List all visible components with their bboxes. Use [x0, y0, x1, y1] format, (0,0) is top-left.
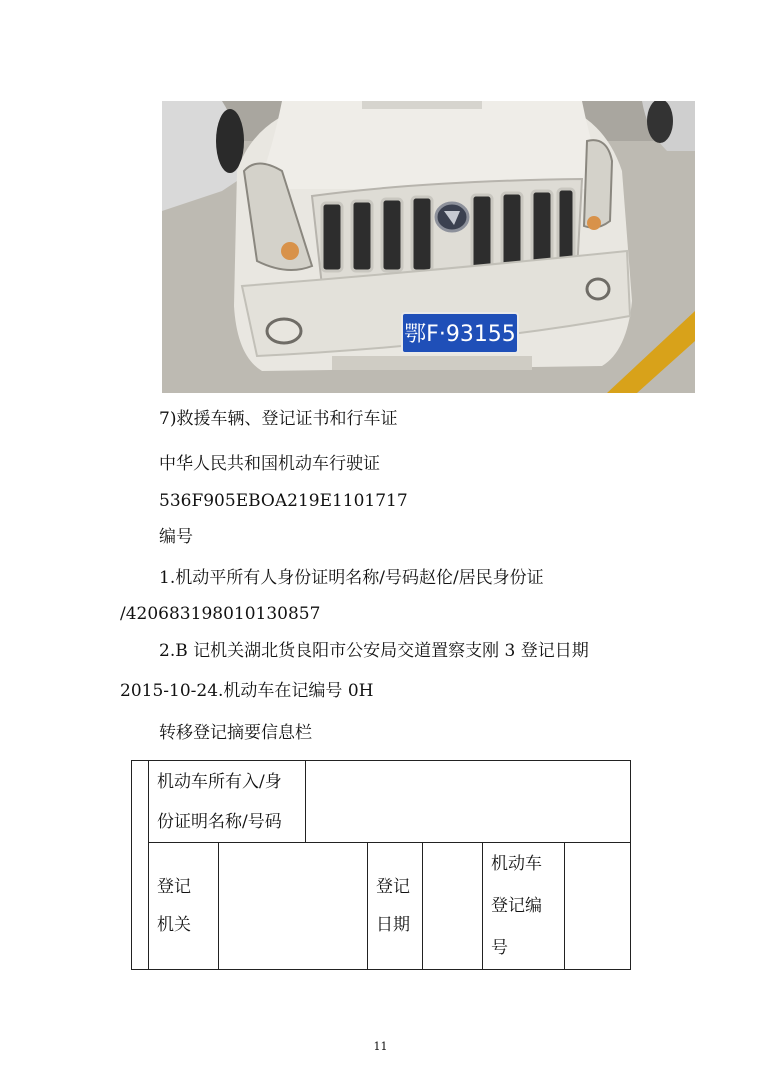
table-row	[132, 843, 631, 970]
section-heading: 7)救援车辆、登记证书和行车证	[159, 409, 398, 429]
table-row	[132, 761, 631, 843]
vehicle-photo	[162, 101, 695, 393]
vehicle-registration-number-value-cell	[565, 843, 631, 970]
registration-date-label-line-1: 登记	[376, 877, 411, 897]
owner-label-cell	[149, 761, 306, 843]
owner-value-cell	[306, 761, 631, 843]
page-number: 11	[373, 1040, 388, 1053]
table-gutter-cell	[132, 761, 149, 970]
registration-office-label-line-2: 机关	[157, 915, 191, 935]
registration-info-line-1: 2.B 记机关湖北货良阳市公安局交道置察支刚 3 登记日期	[159, 641, 589, 661]
vehicle-registration-label-line-2: 登记编	[491, 896, 543, 916]
registration-office-label-line-1: 登记	[157, 877, 191, 897]
owner-label-line-2: 份证明名称/号码	[157, 811, 282, 832]
vehicle-photo-drawing	[162, 101, 695, 393]
transfer-summary-table	[131, 760, 631, 970]
vehicle-registration-label-line-3: 号	[491, 938, 509, 958]
vehicle-registration-label-line-1: 机动车	[491, 854, 543, 874]
registration-office-value-cell	[219, 843, 368, 970]
vehicle-registration-number-label-cell	[483, 843, 565, 970]
transfer-section-title: 转移登记摘要信息栏	[159, 723, 312, 743]
registration-office-label-cell	[149, 843, 219, 970]
license-code: 536F905EBOA219E1101717	[159, 491, 408, 511]
number-label: 编号	[159, 527, 193, 547]
owner-info-line-2: /420683198010130857	[120, 604, 321, 624]
owner-label-line-1: 机动车所有入/身	[157, 771, 282, 792]
license-plate-text: 鄂F·93155	[404, 322, 516, 347]
license-title: 中华人民共和国机动车行驶证	[159, 454, 380, 474]
registration-date-label-line-2: 日期	[376, 915, 411, 935]
owner-info-line-1: 1.机动平所有人身份证明名称/号码赵伦/居民身份证	[159, 568, 544, 588]
registration-date-label-cell	[368, 843, 423, 970]
registration-date-value-cell	[423, 843, 483, 970]
registration-info-line-2: 2015-10-24.机动车在记编号 0H	[120, 681, 374, 701]
